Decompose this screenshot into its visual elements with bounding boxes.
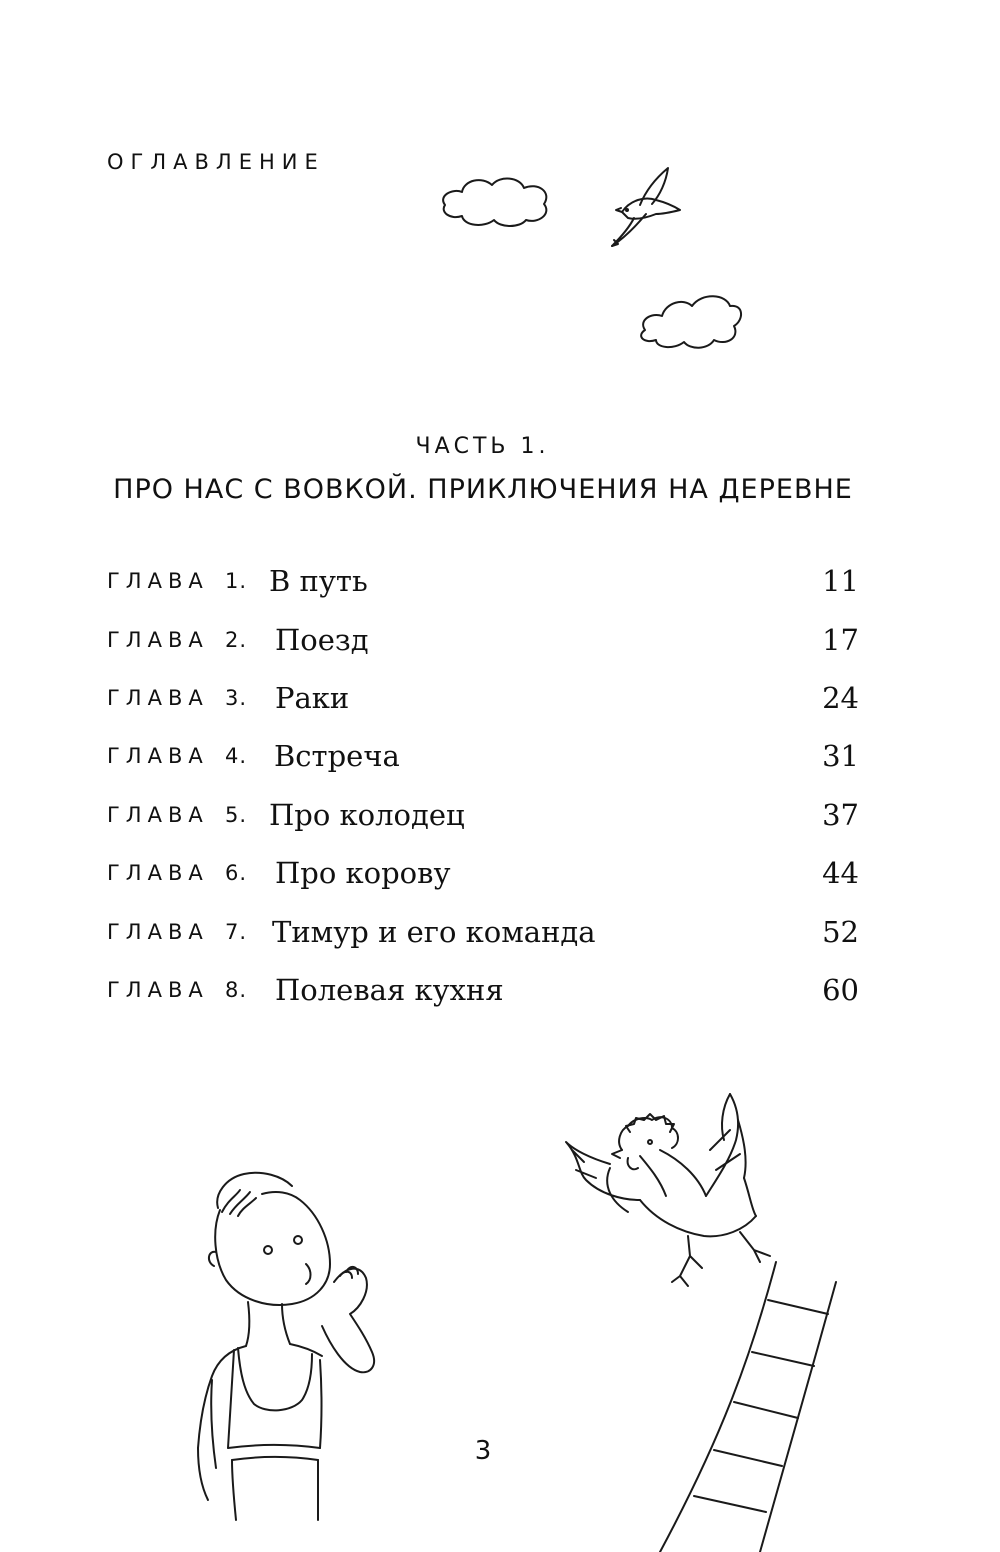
chapter-page: 24 <box>822 680 859 715</box>
chapter-row[interactable] <box>107 961 859 1019</box>
chapter-row[interactable] <box>107 786 859 844</box>
chapter-title: Про корову <box>275 856 451 891</box>
chapter-title: Тимур и его команда <box>272 914 596 949</box>
chapter-title: В путь <box>269 564 368 599</box>
chapter-number: 2. <box>225 627 248 652</box>
chapter-word: ГЛАВА <box>107 744 209 769</box>
rooster-illustration <box>566 1094 770 1286</box>
chapter-page: 37 <box>822 797 859 832</box>
part-label: ЧАСТЬ 1. <box>415 434 550 459</box>
cloud-illustration <box>443 179 546 226</box>
chapter-page: 60 <box>822 972 859 1007</box>
part-title: ПРО НАС С ВОВКОЙ. ПРИКЛЮЧЕНИЯ НА ДЕРЕВНЕ <box>113 474 853 505</box>
chapter-number: 5. <box>225 802 248 827</box>
chapter-number: 6. <box>225 861 248 886</box>
chapter-title: Полевая кухня <box>275 972 504 1007</box>
chapter-title: Раки <box>275 680 350 715</box>
chapter-title: Поезд <box>275 622 369 657</box>
chapter-row[interactable] <box>107 552 859 610</box>
chapter-word: ГЛАВА <box>107 977 209 1002</box>
chapter-row[interactable] <box>107 610 859 668</box>
chapter-word: ГЛАВА <box>107 685 209 710</box>
chapter-page: 52 <box>822 914 859 949</box>
ladder-illustration <box>660 1262 836 1552</box>
chapter-row[interactable] <box>107 669 859 727</box>
chapter-word: ГЛАВА <box>107 919 209 944</box>
chapter-number: 4. <box>225 744 248 769</box>
chapter-list <box>107 552 859 1019</box>
cloud-illustration <box>641 296 741 348</box>
chapter-page: 17 <box>822 622 859 657</box>
chapter-number: 1. <box>225 569 248 594</box>
chapter-page: 31 <box>822 739 859 774</box>
chapter-row[interactable] <box>107 902 859 960</box>
chapter-page: 44 <box>822 856 859 891</box>
chapter-number: 7. <box>225 919 248 944</box>
boy-illustration <box>198 1173 374 1520</box>
chapter-title: Про колодец <box>269 797 465 832</box>
chapter-word: ГЛАВА <box>107 861 209 886</box>
page-number: 3 <box>474 1436 492 1466</box>
bird-illustration <box>612 168 680 246</box>
chapter-number: 8. <box>225 977 248 1002</box>
chapter-title: Встреча <box>274 739 400 774</box>
chapter-word: ГЛАВА <box>107 627 209 652</box>
chapter-row[interactable] <box>107 844 859 902</box>
chapter-number: 3. <box>225 685 248 710</box>
chapter-page: 11 <box>822 564 859 599</box>
chapter-word: ГЛАВА <box>107 802 209 827</box>
chapter-row[interactable] <box>107 727 859 785</box>
toc-heading: ОГЛАВЛЕНИЕ <box>107 150 325 174</box>
chapter-word: ГЛАВА <box>107 569 209 594</box>
